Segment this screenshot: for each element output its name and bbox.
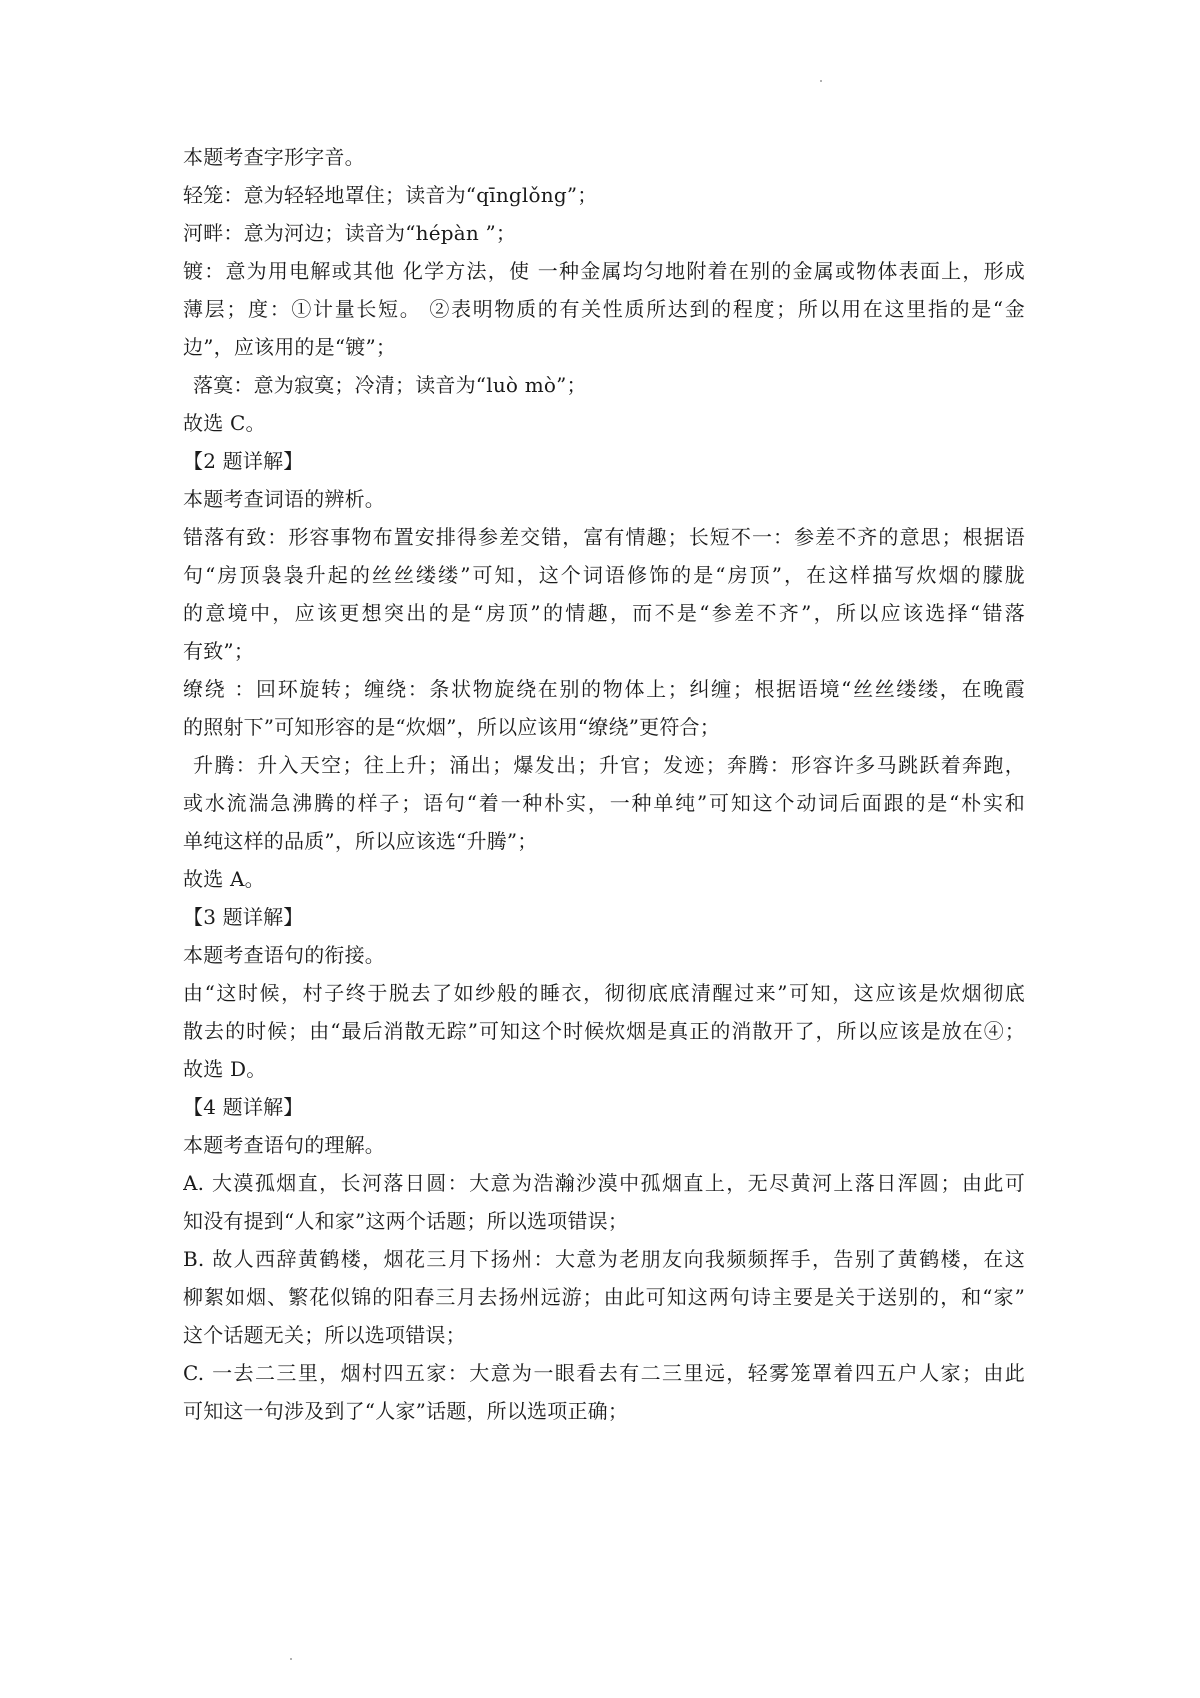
answer-line: 故选 C。: [183, 411, 266, 435]
section-heading: 【3 题详解】: [183, 905, 304, 929]
text-line: 本题考查语句的理解。: [183, 1133, 385, 1157]
text-line: 由“这时候，村子终于脱去了如纱般的睡衣，彻彻底底清醒过来”可知，这应该是炊烟彻底: [183, 981, 1025, 1005]
text-line: 轻笼：意为轻轻地罩住；读音为“qīnglǒng”；: [183, 183, 598, 207]
answer-line: 故选 D。: [183, 1057, 267, 1081]
scan-speck: [290, 1658, 292, 1660]
section-heading: 【2 题详解】: [183, 449, 304, 473]
text-line: 句“房顶袅袅升起的丝丝缕缕”可知，这个词语修饰的是“房顶”，在这样描写炊烟的朦胧: [183, 563, 1025, 587]
option-line: 可知这一句涉及到了“人家”话题，所以选项正确；: [183, 1399, 629, 1423]
option-line: 知没有提到“人和家”这两个话题；所以选项错误；: [183, 1209, 629, 1233]
text-line: 本题考查语句的衔接。: [183, 943, 385, 967]
text-line: 薄层；度：①计量长短。 ②表明物质的有关性质所达到的程度；所以用在这里指的是“金: [183, 297, 1025, 321]
answer-line: 故选 A。: [183, 867, 265, 891]
text-line: 缭绕 ：回环旋转；缠绕：条状物旋绕在别的物体上；纠缠；根据语境“丝丝缕缕，在晚霞: [183, 677, 1025, 701]
text-line: 错落有致：形容事物布置安排得参差交错，富有情趣；长短不一：参差不齐的意思；根据语: [183, 525, 1025, 549]
scan-speck: [820, 80, 822, 82]
text-line: 边”，应该用的是“镀”；: [183, 335, 397, 359]
option-line: A. 大漠孤烟直，长河落日圆：大意为浩瀚沙漠中孤烟直上，无尽黄河上落日浑圆；由此可: [183, 1171, 1025, 1195]
text-line: 的照射下”可知形容的是“炊烟”，所以应该用“缭绕”更符合；: [183, 715, 720, 739]
section-heading: 【4 题详解】: [183, 1095, 304, 1119]
text-line: 单纯这样的品质”，所以应该选“升腾”；: [183, 829, 538, 853]
text-line: 河畔：意为河边；读音为“hépàn ”；: [183, 221, 517, 245]
text-line: 有致”；: [183, 639, 255, 663]
text-line: 镀：意为用电解或其他 化学方法，使 一种金属均匀地附着在别的金属或物体表面上，形成: [183, 259, 1025, 283]
document-body: [183, 138, 1025, 1430]
text-line: 落寞：意为寂寞；冷清；读音为“luò mò”；: [193, 373, 587, 397]
option-line: B. 故人西辞黄鹤楼，烟花三月下扬州：大意为老朋友向我频频挥手，告别了黄鹤楼，在这: [183, 1247, 1025, 1271]
text-line: 升腾：升入天空；往上升；涌出；爆发出；升官；发迹；奔腾：形容许多马跳跃着奔跑，: [193, 753, 1025, 777]
text-line: 本题考查字形字音。: [183, 145, 365, 169]
option-line: 这个话题无关；所以选项错误；: [183, 1323, 466, 1347]
option-line: 柳絮如烟、繁花似锦的阳春三月去扬州远游；由此可知这两句诗主要是关于送别的，和“家”: [183, 1285, 1025, 1309]
text-line: 的意境中，应该更想突出的是“房顶”的情趣，而不是“参差不齐”，所以应该选择“错落: [183, 601, 1025, 625]
text-line: 或水流湍急沸腾的样子；语句“着一种朴实，一种单纯”可知这个动词后面跟的是“朴实和: [183, 791, 1025, 815]
text-line: 本题考查词语的辨析。: [183, 487, 385, 511]
option-line: C. 一去二三里，烟村四五家：大意为一眼看去有二三里远，轻雾笼罩着四五户人家；由此: [183, 1361, 1025, 1385]
text-line: 散去的时候；由“最后消散无踪”可知这个时候炊烟是真正的消散开了，所以应该是放在④；: [183, 1019, 1025, 1043]
